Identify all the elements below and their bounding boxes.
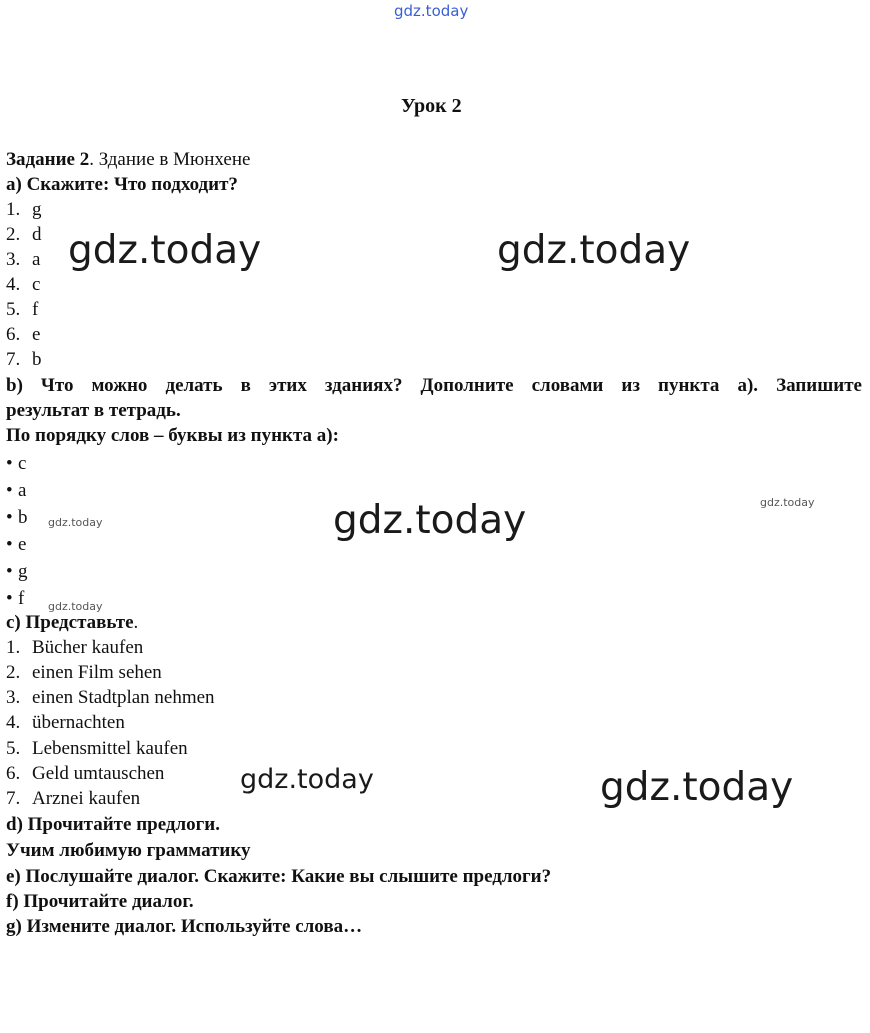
task-title: . Здание в Мюнхене — [89, 149, 251, 170]
list-item: 3. a — [6, 249, 41, 270]
bullet-icon: • — [6, 480, 13, 501]
bullet-icon: • — [6, 588, 13, 609]
list-item: 3. einen Stadtplan nehmen — [6, 687, 215, 708]
list-item: 7. b — [6, 349, 42, 370]
part-b-heading-line1: b) Что можно делать в этих зданиях? Дополните словами из пункта а). Запишите — [6, 375, 862, 396]
watermark-top: gdz.today — [394, 2, 469, 20]
watermark: gdz.today — [68, 228, 262, 273]
part-c-heading: c) Представьте. — [6, 612, 139, 633]
list-item: 2. einen Film sehen — [6, 662, 162, 683]
watermark: gdz.today — [333, 498, 527, 543]
list-item: 4. übernachten — [6, 712, 125, 733]
list-item: 5. f — [6, 299, 39, 320]
lesson-title: Урок 2 — [401, 95, 462, 117]
list-item: • c — [6, 453, 27, 474]
task-heading — [6, 147, 250, 172]
task-label: Задание 2 — [6, 149, 90, 170]
list-item: • g — [6, 561, 28, 582]
bullet-icon: • — [6, 507, 13, 528]
part-e-heading: e) Послушайте диалог. Скажите: Какие вы слышите предлоги? — [6, 866, 552, 887]
part-d-heading: d) Прочитайте предлоги. — [6, 814, 220, 835]
list-item: • b — [6, 507, 28, 528]
watermark: gdz.today — [600, 765, 794, 810]
list-item: 6. e — [6, 324, 41, 345]
list-item: 6. Geld umtauschen — [6, 763, 165, 784]
list-item: 1. Bücher kaufen — [6, 637, 144, 658]
part-f-heading: f) Прочитайте диалог. — [6, 891, 194, 912]
watermark: gdz.today — [497, 228, 691, 273]
bullet-icon: • — [6, 561, 13, 582]
part-a-heading: a) Скажите: Что подходит? — [6, 174, 238, 195]
bullet-icon: • — [6, 534, 13, 555]
part-b-subheading: По порядку слов – буквы из пункта a): — [6, 425, 339, 446]
list-item: 1. g — [6, 199, 42, 220]
watermark: gdz.today — [48, 516, 103, 529]
list-item: 5. Lebensmittel kaufen — [6, 738, 188, 759]
part-b-heading-line2: результат в тетрадь. — [6, 400, 181, 421]
list-item: • a — [6, 480, 27, 501]
part-g-heading: g) Измените диалог. Используйте слова… — [6, 916, 363, 937]
list-item: • f — [6, 588, 25, 609]
watermark: gdz.today — [760, 496, 815, 509]
list-item: 2. d — [6, 224, 42, 245]
watermark: gdz.today — [48, 600, 103, 613]
grammar-heading: Учим любимую грамматику — [6, 840, 251, 861]
list-item: 7. Arznei kaufen — [6, 788, 141, 809]
bullet-icon: • — [6, 453, 13, 474]
list-item: 4. c — [6, 274, 41, 295]
list-item: • e — [6, 534, 27, 555]
watermark: gdz.today — [240, 764, 374, 795]
